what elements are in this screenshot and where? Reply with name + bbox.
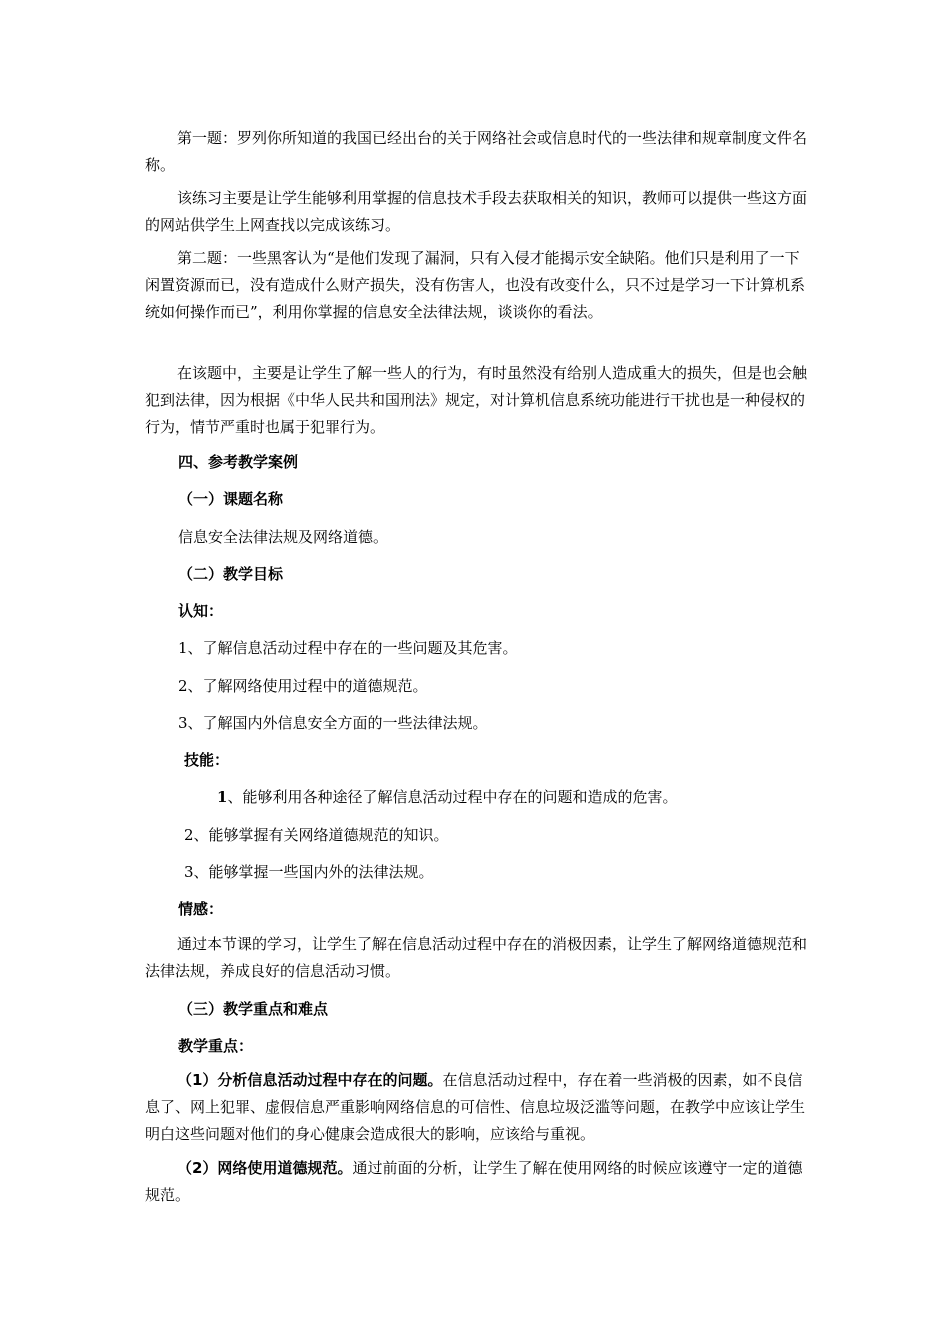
topic-name-heading: （一）课题名称: [178, 490, 284, 508]
skills-item-1-text: 、能够利用各种途径了解信息活动过程中存在的问题和造成的危害。: [227, 788, 678, 806]
cognition-item-2: 2、了解网络使用过程中的道德规范。: [178, 677, 428, 695]
focus-point-1-paragraph: [145, 1067, 807, 1148]
skills-item-1-number: 1: [217, 788, 228, 806]
emotion-label: 情感：: [178, 900, 224, 918]
focus-point-2-paragraph: [145, 1155, 807, 1209]
section-3-heading: （三）教学重点和难点: [178, 1000, 329, 1018]
focus-point-1-text: 在信息活动过程中，存在着一些消极的因素，如不良信息了、网上犯罪、虚假信息严重影响网络信息的可信性、信息垃圾泛滥等问题，在教学中应该让学生明白这些问题对他们的身心健康会造成很大的影响，应该给与重视。: [145, 1071, 806, 1143]
topic-name-text: 信息安全法律法规及网络道德。: [178, 528, 389, 546]
cognition-item-3: 3、了解国内外信息安全方面的一些法律法规。: [178, 714, 488, 732]
exercise-2-note-paragraph: 在该题中，主要是让学生了解一些人的行为，有时虽然没有给别人造成重大的损失，但是也会触犯到法律，因为根据《中华人民共和国刑法》规定，对计算机信息系统功能进行干扰也是一种侵权的行为，情节严重时也属于犯罪行为。: [145, 364, 808, 436]
exercise-1-paragraph: 第一题：罗列你所知道的我国已经出台的关于网络社会或信息时代的一些法律和规章制度文件名称。: [145, 129, 808, 174]
cognition-item-1: 1、了解信息活动过程中存在的一些问题及其危害。: [178, 639, 518, 657]
cognition-label: 认知：: [178, 602, 224, 620]
teaching-goals-heading: （二）教学目标: [178, 565, 284, 583]
skills-item-1: [217, 786, 677, 808]
teaching-focus-label: 教学重点：: [178, 1037, 254, 1055]
skills-item-2: 2、能够掌握有关网络道德规范的知识。: [184, 826, 449, 844]
skills-item-3: 3、能够掌握一些国内外的法律法规。: [184, 863, 434, 881]
focus-point-2-text: 通过前面的分析，让学生了解在使用网络的时候应该遵守一定的道德规范。: [145, 1159, 803, 1204]
focus-point-2-title: （2）网络使用道德规范。: [177, 1159, 353, 1177]
exercise-2-paragraph: 第二题：一些黑客认为“是他们发现了漏洞，只有入侵才能揭示安全缺陷。他们只是利用了一下闲置资源而已，没有造成什么财产损失，没有伤害人，也没有改变什么，只不过是学习一下计算机系统如何操作而已”，利用你掌握的信息安全法律法规，谈谈你的看法。: [145, 249, 806, 321]
emotion-paragraph: 通过本节课的学习，让学生了解在信息活动过程中存在的消极因素，让学生了解网络道德规范和法律法规，养成良好的信息活动习惯。: [145, 935, 808, 980]
section-4-heading: 四、参考教学案例: [178, 453, 299, 471]
exercise-1-note-paragraph: 该练习主要是让学生能够利用掌握的信息技术手段去获取相关的知识，教师可以提供一些这方面的网站供学生上网查找以完成该练习。: [145, 189, 808, 234]
focus-point-1-title: （1）分析信息活动过程中存在的问题。: [177, 1071, 443, 1089]
skills-label: 技能：: [184, 751, 230, 769]
